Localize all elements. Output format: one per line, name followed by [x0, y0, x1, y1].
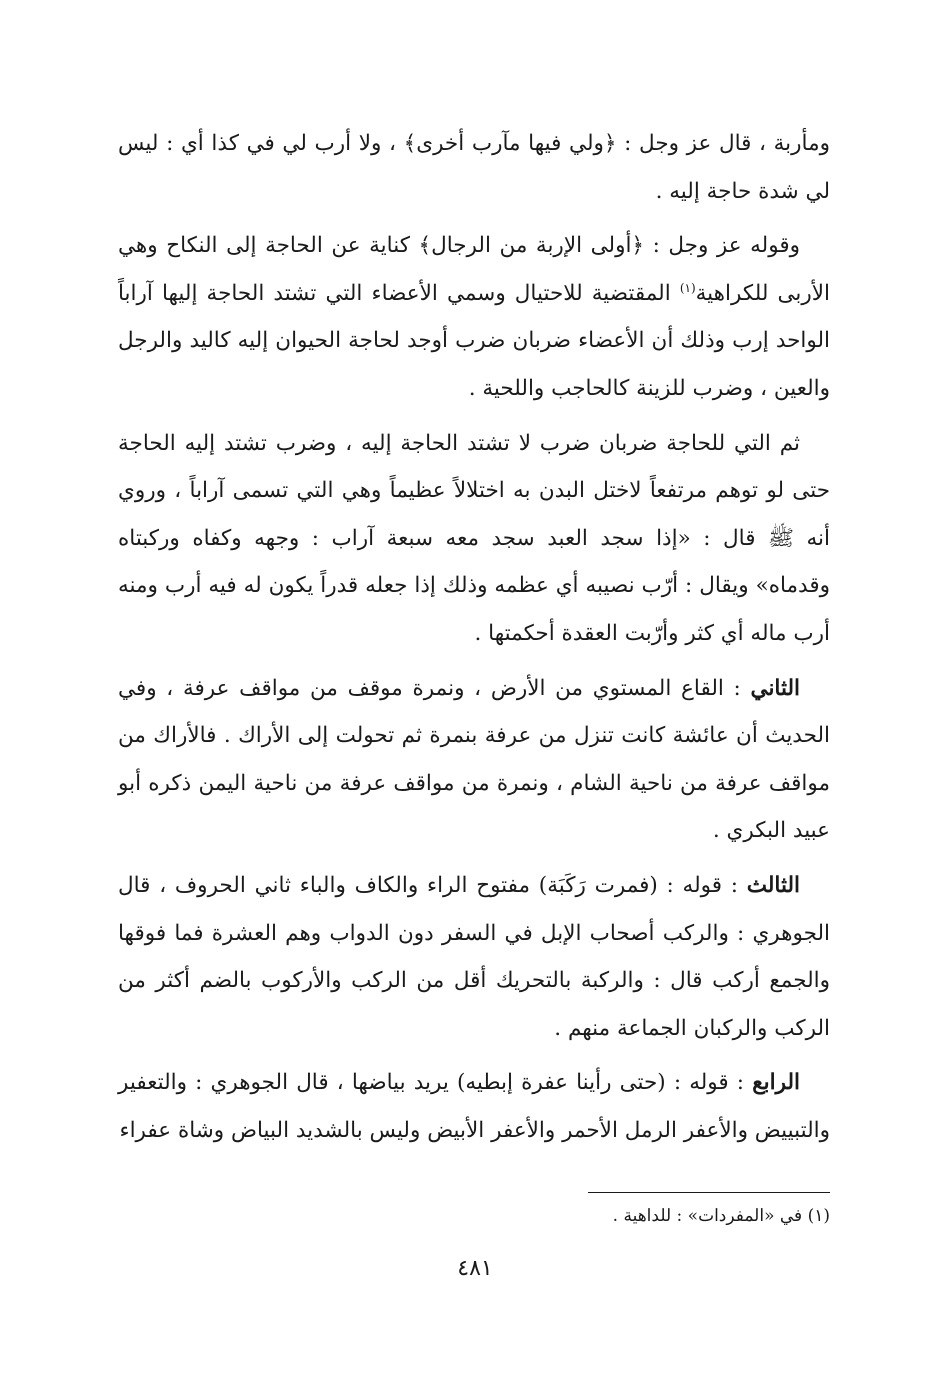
- footnote-ref[interactable]: (١): [679, 280, 696, 295]
- paragraph-6: [118, 1059, 830, 1154]
- paragraph-text: : القاع المستوي من الأرض ، ونمرة موقف من مواقف عرفة ، وفي الحديث أن عائشة كانت تنزل من عرفة بنمرة ثم تحولت إلى الأراك . فالأراك من مواقف عرفة من ناحية الشام ، ونمرة من مواقف عرفة من ناحية اليمن ذكره أبو عبيد البكري .: [118, 675, 830, 844]
- paragraph-1: [118, 120, 830, 215]
- footnote-divider: [588, 1192, 830, 1193]
- paragraph-text: : قوله : (فمرت رَكَبَة) مفتوح الراء والكاف والباء ثاني الحروف ، قال الجوهري : والركب أصحاب الإبل في السفر دون الدواب وهم العشرة فما فوقها والجمع أركب قال : والركبة بالتحريك أقل من الركب والأركوب بالضم أكثر من الركب والركبان الجماعة منهم .: [118, 872, 830, 1041]
- paragraph-2: [118, 222, 830, 412]
- paragraph-5: [118, 862, 830, 1052]
- paragraph-text: ثم التي للحاجة ضربان ضرب لا تشتد الحاجة إليه ، وضرب تشتد إليه الحاجة حتى لو توهم مرتفعاً لاختل البدن به اختلالاً عظيماً وهي التي تسمى آراباً ، وروي أنه ﷺ قال : «إذا سجد العبد سجد معه سبعة آراب : وجهه وكفاه وركبتاه وقدماه» ويقال : أرّب نصيبه أي عظمه وذلك إذا جعله قدراً يكون له فيه أرب ومنه أرب ماله أي كثر وأرّبت العقدة أحكمتها .: [118, 430, 830, 646]
- paragraph-lead: الرابع: [752, 1070, 800, 1096]
- paragraph-lead: الثالث: [746, 872, 800, 898]
- paragraph-text: وقوله عز وجل : ﴿أولى الإربة من الرجال﴾ كناية عن الحاجة إلى النكاح وهي الأربى للكراهية: [118, 233, 830, 306]
- page-number: ٤٨١: [457, 1256, 493, 1281]
- main-text: [118, 120, 830, 1161]
- paragraph-3: [118, 420, 830, 658]
- paragraph-text-continued: المقتضية للاحتيال وسمي الأعضاء التي تشتد الحاجة إليها آراباً الواحد إرب وذلك أن الأعضاء ضربان ضرب أوجد لحاجة الحيوان إليه كاليد والرجل والعين ، وضرب للزينة كالحاجب واللحية .: [118, 280, 830, 401]
- paragraph-text: : قوله : (حتى رأينا عفرة إبطيه) يريد بياضها ، قال الجوهري : والتعفير والتبييض والأعفر الرمل الأحمر والأعفر الأبيض وليس بالشديد البياض وشاة عفراء: [118, 1070, 830, 1143]
- paragraph-text: ومأربة ، قال عز وجل : ﴿ولي فيها مآرب أخرى﴾ ، ولا أرب لي في كذا أي : ليس لي شدة حاجة إليه .: [118, 131, 830, 204]
- paragraph-lead: الثاني: [750, 675, 800, 701]
- paragraph-4: [118, 665, 830, 855]
- footnote: (١) في «المفردات» : للداهية .: [612, 1206, 830, 1226]
